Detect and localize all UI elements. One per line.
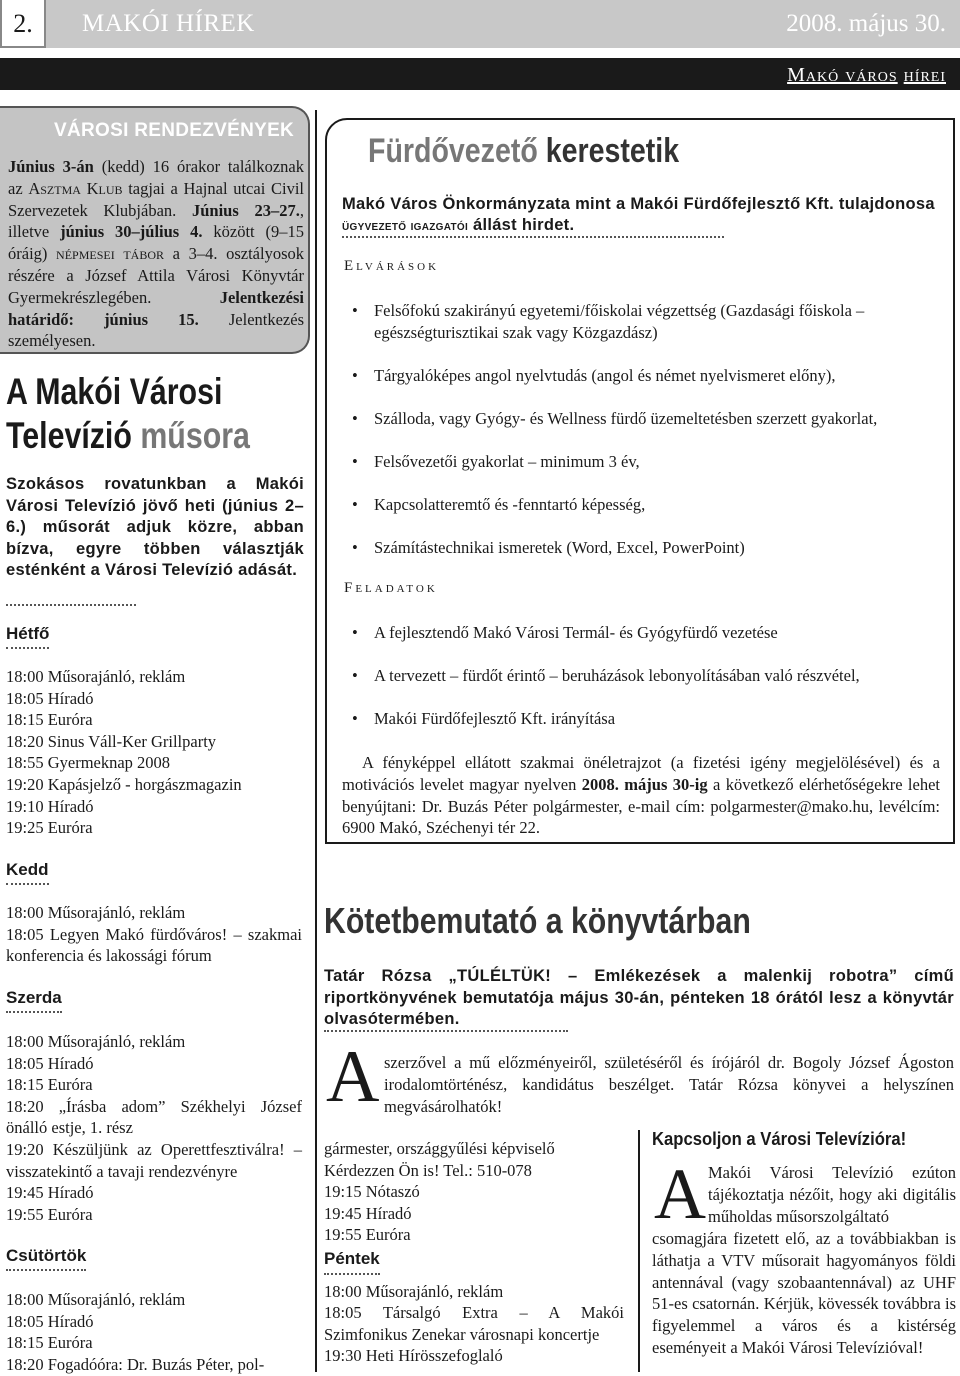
section-label-b: hírei xyxy=(903,64,946,86)
tvbox-drop-cap: A xyxy=(654,1154,706,1234)
job-lead xyxy=(342,194,940,236)
event2-deadline: Jelentkezési határidő: június 15. xyxy=(8,287,304,329)
tasks-list xyxy=(352,622,940,751)
event1-date: Június 3-án xyxy=(8,157,94,176)
program-item: 18:05 Híradó xyxy=(6,1311,94,1331)
program-item: 19:55 Euróra xyxy=(6,1204,93,1224)
wednesday-program xyxy=(6,1031,302,1225)
program-item: 18:15 Euróra xyxy=(6,1075,93,1095)
tv-lead: Szokásos rovatunkban a Makói Városi Televízió jövő heti (június 2–6.) műsorát adjuk közre, abban bízva, egyre többen választják esténként a Városi Televízió adását. xyxy=(6,475,304,579)
tv-title-line2b: műsora xyxy=(140,415,250,456)
issue-date: 2008. május 30. xyxy=(786,10,946,37)
program-item: 19:20 Készüljünk az Operettfesztiválra! – visszatekintő a tavaji rendezvényre xyxy=(6,1139,302,1181)
thursday-program xyxy=(6,1289,302,1375)
job-title-a: Fürdővezető xyxy=(368,132,538,170)
job-body-b: a következő elérhetőségekre lehet benyújtani: Dr. Buzás Péter polgármester, e-mail cím: polgarmester@mako.hu, levélcím: 6900 Makó, Széchenyi tér 22. xyxy=(342,774,940,838)
day-monday: Hétfő xyxy=(6,624,49,649)
book-drop-cap: A xyxy=(326,1036,380,1118)
tvbox-body-b: csomagjára fizetett elő, az a továbbiakban is láthatja a VTV műsorait hagyományos földi antennával (vagy szobaantennával) az UHF 51-es csatornán. Kérjük, kövessék továbbra is figyelemmel a város és a kistérség eseményeit a Makói Városi Televízióval! xyxy=(652,1229,956,1357)
tv-article-title xyxy=(6,370,250,458)
thursday-cont-1: gármester, országgyűlési képviselő Kérdezzen Ön is! Tel.: 510-078 xyxy=(324,1139,555,1180)
event2-date: Június 23–27. xyxy=(191,200,300,220)
program-item: 19:45 Híradó xyxy=(6,1183,94,1203)
program-item: 18:55 Gyermeknap 2008 xyxy=(6,753,171,773)
day-wednesday: Szerda xyxy=(6,988,62,1013)
program-item: 18:15 Euróra xyxy=(6,710,93,730)
newspaper-title: MAKÓI HÍREK xyxy=(82,10,255,37)
section-label xyxy=(787,64,946,87)
list-item: • Szálloda, vagy Gyógy- és Wellness fürdő üzemeltetésben szerzett gyakorlat, xyxy=(352,408,940,430)
tv-title-line1: A Makói Városi xyxy=(6,371,223,412)
friday-item-2: 18:05 Társalgó Extra – A Makói Szimfonikus Zenekar városnapi koncertje xyxy=(324,1303,624,1344)
day-friday: Péntek xyxy=(324,1248,380,1275)
list-item: • Számítástechnikai ismeretek (Word, Excel, PowerPoint) xyxy=(352,537,940,559)
job-lead-position: ügyvezető igazgatói xyxy=(342,217,469,233)
list-item: • Tárgyalóképes angol nyelvtudás (angol és német nyelvismeret előny), xyxy=(352,365,940,387)
tv-title-line2a: Televízió xyxy=(6,415,141,456)
column-rule xyxy=(315,110,317,1372)
event2-text-d: Jelentkezés személyesen. xyxy=(8,309,304,351)
program-item: 19:10 Híradó xyxy=(6,796,94,816)
list-item: • A tervezett – fürdőt érintő – beruházások lebonyolításában való részvétel, xyxy=(352,665,940,687)
event2-date2: június 30–július 4. xyxy=(60,222,203,242)
job-deadline: 2008. május 30-ig xyxy=(581,774,708,794)
event2-camp: népmesei tábor xyxy=(56,244,164,264)
page-number: 2. xyxy=(0,0,46,48)
tvbox-title: Kapcsoljon a Városi Televízióra! xyxy=(652,1128,907,1149)
thursday-cont-4: 19:55 Euróra xyxy=(324,1225,411,1245)
lead-rule xyxy=(6,604,136,606)
book-body: szerzővel a mű előzményeiről, születéséről és írójáról dr. Bogoly József Ágoston irodalomtörténész, kandidátus beszélget. Tatár Rózsa könyvei a helyszínen megvásárolhatók! xyxy=(384,1053,954,1116)
list-item: • Felsővezetői gyakorlat – minimum 3 év, xyxy=(352,451,940,473)
job-lead-b: állást hirdet. xyxy=(468,216,575,234)
event1-text: (kedd) 16 órakor találkoznak az xyxy=(8,157,304,198)
section-label-a: Makó város xyxy=(787,64,898,86)
monday-program xyxy=(6,666,302,839)
program-item: 18:20 Fogadóóra: Dr. Buzás Péter, pol- xyxy=(6,1354,265,1374)
list-item: • A fejlesztendő Makó Városi Termál- és Gyógyfürdő vezetése xyxy=(352,622,940,644)
event1-club: Asztma Klub xyxy=(28,178,123,198)
program-item: 18:20 Sinus Váll-Ker Grillparty xyxy=(6,731,217,751)
program-item: 18:15 Euróra xyxy=(6,1333,93,1353)
job-lead-rule xyxy=(342,236,724,238)
program-continuation xyxy=(324,1138,624,1367)
list-item: • Felsőfokú szakirányú egyetemi/főiskolai végzettség (Gazdasági főiskola – egészségturisztikai szak vagy Közgazdász) xyxy=(352,300,940,343)
events-heading: VÁROSI RENDEZVÉNYEK xyxy=(54,120,295,141)
day-tuesday: Kedd xyxy=(6,860,49,885)
requirements-heading: Elvárások xyxy=(344,258,440,274)
book-title-b: a könyvtárban xyxy=(537,900,751,941)
event2-text-b: között (9–15 óráig) xyxy=(8,222,305,264)
events-text xyxy=(8,156,304,352)
job-lead-a: Makó Város Önkormányzata mint a Makói Fürdőfejlesztő Kft. tulajdonosa xyxy=(342,195,935,213)
job-title xyxy=(368,132,679,171)
program-item: 18:05 Híradó xyxy=(6,688,94,708)
program-item: 18:00 Műsorajánló, reklám xyxy=(6,1290,186,1309)
program-item: 18:00 Műsorajánló, reklám xyxy=(6,1032,186,1051)
job-body-a: A fényképpel ellátott szakmai önéletrajzot (a fizetési igény megjelölésével) és a motivációs levelet magyar nyelven xyxy=(342,753,940,794)
tvbox-body-a: Makói Városi Televízió ezúton tájékoztatja nézőit, hogy aki digitális műholdas műsorszolgáltató xyxy=(708,1163,956,1226)
event2-text-a: , illetve xyxy=(8,200,304,242)
tasks-heading: Feladatok xyxy=(344,580,438,596)
tvbox-rule xyxy=(638,1130,640,1372)
requirements-list xyxy=(352,300,940,580)
event2-text-c: a 3–4. osztályosok részére a József Attila Városi Könyvtár Gyermekrészlegében. xyxy=(8,244,304,307)
program-item: 18:00 Műsorajánló, reklám xyxy=(6,667,186,686)
event1-place: tagjai a Hajnal utcai Civil Szervezetek Klubjában. xyxy=(8,178,304,220)
thursday-cont-3: 19:45 Híradó xyxy=(324,1203,412,1223)
book-lead: Tatár Rózsa „TÚLÉLTÜK! – Emlékezések a malenkij robotra” című riportkönyvének bemutatója május 30-án, pénteken 18 órától lesz a könyvtár olvasótermében. xyxy=(324,967,954,1028)
thursday-cont-2: 19:15 Nótaszó xyxy=(324,1182,420,1202)
job-title-b: kerestetik xyxy=(537,132,680,170)
program-item: 19:25 Euróra xyxy=(6,818,93,838)
friday-item-3: 19:30 Heti Hírösszefoglaló xyxy=(324,1346,503,1366)
day-thursday: Csütörtök xyxy=(6,1246,86,1271)
program-item: 18:05 Híradó xyxy=(6,1053,94,1073)
program-item: 18:00 Műsorajánló, reklám xyxy=(6,903,186,922)
book-title xyxy=(324,900,751,942)
list-item: • Kapcsolatteremtő és -fenntartó képesség, xyxy=(352,494,940,516)
book-lead-rule xyxy=(324,1030,568,1032)
job-body xyxy=(342,752,940,839)
program-item: 19:20 Kapásjelző - horgászmagazin xyxy=(6,774,242,794)
list-item: • Makói Fürdőfejlesztő Kft. irányítása xyxy=(352,708,940,730)
friday-item-1: 18:00 Műsorajánló, reklám xyxy=(324,1281,504,1301)
program-item: 18:20 „Írásba adom” Székhelyi József önálló estje, 1. rész xyxy=(6,1096,302,1138)
book-title-a: Kötetbemutató xyxy=(324,900,538,941)
program-item: 18:05 Legyen Makó fürdőváros! – szakmai konferencia és lakossági fórum xyxy=(6,924,302,966)
tuesday-program xyxy=(6,902,302,967)
